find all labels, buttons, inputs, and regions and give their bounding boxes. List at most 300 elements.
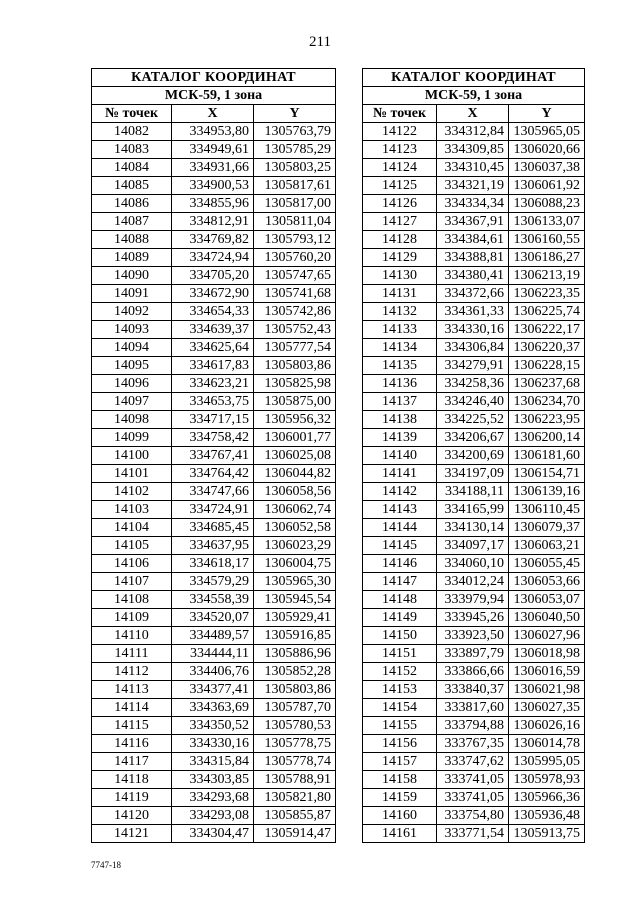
point-number-cell: 14146 [363,555,437,573]
x-coordinate-cell: 334406,76 [172,663,254,681]
table-row [92,555,336,573]
x-coordinate-cell: 333866,66 [437,663,509,681]
point-number-cell: 14139 [363,429,437,447]
table-row [363,123,585,141]
x-coordinate-cell: 333794,88 [437,717,509,735]
x-coordinate-cell: 334350,52 [172,717,254,735]
table-row [92,465,336,483]
point-number-cell: 14133 [363,321,437,339]
table-row [92,753,336,771]
table-row [363,429,585,447]
point-number-cell: 14100 [92,447,172,465]
x-coordinate-cell: 334949,61 [172,141,254,159]
point-number-cell: 14156 [363,735,437,753]
table-row [92,267,336,285]
table-row [92,717,336,735]
x-coordinate-cell: 333741,05 [437,789,509,807]
x-coordinate-cell: 334639,37 [172,321,254,339]
table-row [363,249,585,267]
table-row [92,591,336,609]
table-row [363,339,585,357]
table-row [363,141,585,159]
point-number-cell: 14088 [92,231,172,249]
table-row [92,627,336,645]
table-row [92,123,336,141]
point-number-cell: 14147 [363,573,437,591]
y-coordinate-cell: 1306222,17 [509,321,585,339]
table-row [363,159,585,177]
y-coordinate-cell: 1306058,56 [254,483,336,501]
x-coordinate-cell: 334310,45 [437,159,509,177]
table-row [92,213,336,231]
x-coordinate-cell: 334489,57 [172,627,254,645]
y-coordinate-cell: 1305777,54 [254,339,336,357]
table-row [92,681,336,699]
y-coordinate-cell: 1306186,27 [509,249,585,267]
x-coordinate-cell: 333741,05 [437,771,509,789]
column-header-y: Y [509,105,585,123]
x-coordinate-cell: 333979,94 [437,591,509,609]
point-number-cell: 14082 [92,123,172,141]
point-number-cell: 14136 [363,375,437,393]
table-row [92,447,336,465]
table-row [363,447,585,465]
table-row [363,735,585,753]
coordinate-catalog-left [91,68,336,843]
table-row [92,141,336,159]
point-number-cell: 14129 [363,249,437,267]
x-coordinate-cell: 334330,16 [437,321,509,339]
point-number-cell: 14104 [92,519,172,537]
point-number-cell: 14150 [363,627,437,645]
table-row [92,159,336,177]
y-coordinate-cell: 1306160,55 [509,231,585,249]
point-number-cell: 14135 [363,357,437,375]
column-header-point-number: № точек [363,105,437,123]
table-row [363,267,585,285]
table-row [363,519,585,537]
point-number-cell: 14092 [92,303,172,321]
y-coordinate-cell: 1306063,21 [509,537,585,555]
x-coordinate-cell: 334330,16 [172,735,254,753]
point-number-cell: 14157 [363,753,437,771]
table-row [92,321,336,339]
point-number-cell: 14124 [363,159,437,177]
point-number-cell: 14113 [92,681,172,699]
table-row [92,483,336,501]
y-coordinate-cell: 1305852,28 [254,663,336,681]
x-coordinate-cell: 334767,41 [172,447,254,465]
column-header-x: X [437,105,509,123]
point-number-cell: 14111 [92,645,172,663]
y-coordinate-cell: 1305916,85 [254,627,336,645]
table-row [92,393,336,411]
x-coordinate-cell: 334625,64 [172,339,254,357]
column-header-point-number: № точек [92,105,172,123]
table-row [363,807,585,825]
coordinate-catalog-right [362,68,585,843]
x-coordinate-cell: 334685,45 [172,519,254,537]
y-coordinate-cell: 1306110,45 [509,501,585,519]
y-coordinate-cell: 1305811,04 [254,213,336,231]
y-coordinate-cell: 1306220,37 [509,339,585,357]
point-number-cell: 14152 [363,663,437,681]
table-row [363,465,585,483]
table-row [92,375,336,393]
catalog-subtitle: МСК-59, 1 зона [363,87,585,105]
table-row [363,303,585,321]
point-number-cell: 14106 [92,555,172,573]
table-row [363,357,585,375]
point-number-cell: 14112 [92,663,172,681]
table-row [92,771,336,789]
y-coordinate-cell: 1305914,47 [254,825,336,843]
point-number-cell: 14093 [92,321,172,339]
table-row [92,573,336,591]
y-coordinate-cell: 1305778,75 [254,735,336,753]
y-coordinate-cell: 1306025,08 [254,447,336,465]
x-coordinate-cell: 334855,96 [172,195,254,213]
x-coordinate-cell: 334309,85 [437,141,509,159]
point-number-cell: 14125 [363,177,437,195]
y-coordinate-cell: 1306133,07 [509,213,585,231]
y-coordinate-cell: 1306004,75 [254,555,336,573]
y-coordinate-cell: 1306026,16 [509,717,585,735]
point-number-cell: 14143 [363,501,437,519]
point-number-cell: 14107 [92,573,172,591]
table-row [92,177,336,195]
y-coordinate-cell: 1305752,43 [254,321,336,339]
table-row [363,321,585,339]
point-number-cell: 14090 [92,267,172,285]
point-number-cell: 14105 [92,537,172,555]
table-row [363,609,585,627]
x-coordinate-cell: 333771,54 [437,825,509,843]
point-number-cell: 14138 [363,411,437,429]
y-coordinate-cell: 1306027,35 [509,699,585,717]
x-coordinate-cell: 334363,69 [172,699,254,717]
y-coordinate-cell: 1306200,14 [509,429,585,447]
x-coordinate-cell: 334312,84 [437,123,509,141]
table-row [92,357,336,375]
x-coordinate-cell: 334931,66 [172,159,254,177]
x-coordinate-cell: 334900,53 [172,177,254,195]
y-coordinate-cell: 1306023,29 [254,537,336,555]
y-coordinate-cell: 1305803,25 [254,159,336,177]
x-coordinate-cell: 333747,62 [437,753,509,771]
x-coordinate-cell: 334097,17 [437,537,509,555]
x-coordinate-cell: 334384,61 [437,231,509,249]
x-coordinate-cell: 334197,09 [437,465,509,483]
x-coordinate-cell: 334188,11 [437,483,509,501]
point-number-cell: 14155 [363,717,437,735]
y-coordinate-cell: 1305821,80 [254,789,336,807]
x-coordinate-cell: 334206,67 [437,429,509,447]
point-number-cell: 14151 [363,645,437,663]
point-number-cell: 14148 [363,591,437,609]
point-number-cell: 14084 [92,159,172,177]
y-coordinate-cell: 1305785,29 [254,141,336,159]
x-coordinate-cell: 334293,08 [172,807,254,825]
table-row [92,699,336,717]
y-coordinate-cell: 1306223,35 [509,285,585,303]
y-coordinate-cell: 1305913,75 [509,825,585,843]
y-coordinate-cell: 1305966,36 [509,789,585,807]
x-coordinate-cell: 334367,91 [437,213,509,231]
y-coordinate-cell: 1306055,45 [509,555,585,573]
x-coordinate-cell: 334617,83 [172,357,254,375]
point-number-cell: 14145 [363,537,437,555]
table-row [92,339,336,357]
y-coordinate-cell: 1306014,78 [509,735,585,753]
table-row [363,231,585,249]
table-row [363,627,585,645]
y-coordinate-cell: 1306062,74 [254,501,336,519]
y-coordinate-cell: 1306228,15 [509,357,585,375]
point-number-cell: 14114 [92,699,172,717]
y-coordinate-cell: 1306234,70 [509,393,585,411]
y-coordinate-cell: 1305825,98 [254,375,336,393]
x-coordinate-cell: 334705,20 [172,267,254,285]
point-number-cell: 14110 [92,627,172,645]
y-coordinate-cell: 1305780,53 [254,717,336,735]
x-coordinate-cell: 334672,90 [172,285,254,303]
table-row [92,231,336,249]
point-number-cell: 14094 [92,339,172,357]
table-row [363,825,585,843]
x-coordinate-cell: 333923,50 [437,627,509,645]
y-coordinate-cell: 1306021,98 [509,681,585,699]
table-row [92,663,336,681]
point-number-cell: 14132 [363,303,437,321]
point-number-cell: 14085 [92,177,172,195]
x-coordinate-cell: 334334,34 [437,195,509,213]
point-number-cell: 14161 [363,825,437,843]
table-row [363,393,585,411]
table-row [92,249,336,267]
point-number-cell: 14141 [363,465,437,483]
y-coordinate-cell: 1306088,23 [509,195,585,213]
y-coordinate-cell: 1305747,65 [254,267,336,285]
table-row [363,591,585,609]
y-coordinate-cell: 1305929,41 [254,609,336,627]
x-coordinate-cell: 334315,84 [172,753,254,771]
x-coordinate-cell: 334637,95 [172,537,254,555]
point-number-cell: 14116 [92,735,172,753]
point-number-cell: 14096 [92,375,172,393]
x-coordinate-cell: 334623,21 [172,375,254,393]
x-coordinate-cell: 334444,11 [172,645,254,663]
table-row [92,411,336,429]
x-coordinate-cell: 334520,07 [172,609,254,627]
y-coordinate-cell: 1305965,05 [509,123,585,141]
y-coordinate-cell: 1305763,79 [254,123,336,141]
table-row [363,177,585,195]
table-row [363,699,585,717]
point-number-cell: 14158 [363,771,437,789]
table-row [92,537,336,555]
x-coordinate-cell: 334012,24 [437,573,509,591]
table-row [363,285,585,303]
point-number-cell: 14118 [92,771,172,789]
y-coordinate-cell: 1306053,07 [509,591,585,609]
y-coordinate-cell: 1305787,70 [254,699,336,717]
point-number-cell: 14153 [363,681,437,699]
point-number-cell: 14117 [92,753,172,771]
x-coordinate-cell: 334380,41 [437,267,509,285]
table-row [363,195,585,213]
catalog-title: КАТАЛОГ КООРДИНАТ [92,69,336,87]
point-number-cell: 14160 [363,807,437,825]
table-row [92,195,336,213]
point-number-cell: 14101 [92,465,172,483]
y-coordinate-cell: 1306027,96 [509,627,585,645]
table-row [363,501,585,519]
x-coordinate-cell: 334377,41 [172,681,254,699]
table-row [92,789,336,807]
y-coordinate-cell: 1306044,82 [254,465,336,483]
y-coordinate-cell: 1305817,61 [254,177,336,195]
table-row [363,663,585,681]
table-row [92,609,336,627]
point-number-cell: 14159 [363,789,437,807]
y-coordinate-cell: 1305803,86 [254,681,336,699]
footer-code: 7747-18 [91,860,121,870]
x-coordinate-cell: 333817,60 [437,699,509,717]
y-coordinate-cell: 1305855,87 [254,807,336,825]
table-row [92,501,336,519]
table-row [92,807,336,825]
y-coordinate-cell: 1306037,38 [509,159,585,177]
table-row [92,303,336,321]
table-row [92,735,336,753]
x-coordinate-cell: 334618,17 [172,555,254,573]
x-coordinate-cell: 334724,94 [172,249,254,267]
y-coordinate-cell: 1305936,48 [509,807,585,825]
x-coordinate-cell: 333754,80 [437,807,509,825]
x-coordinate-cell: 334388,81 [437,249,509,267]
x-coordinate-cell: 334321,19 [437,177,509,195]
x-coordinate-cell: 334758,42 [172,429,254,447]
y-coordinate-cell: 1306225,74 [509,303,585,321]
point-number-cell: 14103 [92,501,172,519]
point-number-cell: 14137 [363,393,437,411]
y-coordinate-cell: 1305742,86 [254,303,336,321]
y-coordinate-cell: 1305817,00 [254,195,336,213]
y-coordinate-cell: 1306223,95 [509,411,585,429]
x-coordinate-cell: 333945,26 [437,609,509,627]
table-row [363,573,585,591]
point-number-cell: 14083 [92,141,172,159]
point-number-cell: 14126 [363,195,437,213]
x-coordinate-cell: 334060,10 [437,555,509,573]
y-coordinate-cell: 1305956,32 [254,411,336,429]
x-coordinate-cell: 333767,35 [437,735,509,753]
point-number-cell: 14109 [92,609,172,627]
page-number: 211 [309,34,331,50]
table-row [363,483,585,501]
y-coordinate-cell: 1306213,19 [509,267,585,285]
column-header-y: Y [254,105,336,123]
table-row [92,519,336,537]
x-coordinate-cell: 334717,15 [172,411,254,429]
y-coordinate-cell: 1306181,60 [509,447,585,465]
point-number-cell: 14128 [363,231,437,249]
y-coordinate-cell: 1306016,59 [509,663,585,681]
table-row [363,681,585,699]
x-coordinate-cell: 334724,91 [172,501,254,519]
y-coordinate-cell: 1305978,93 [509,771,585,789]
point-number-cell: 14134 [363,339,437,357]
x-coordinate-cell: 334279,91 [437,357,509,375]
x-coordinate-cell: 334558,39 [172,591,254,609]
point-number-cell: 14098 [92,411,172,429]
y-coordinate-cell: 1306139,16 [509,483,585,501]
y-coordinate-cell: 1305778,74 [254,753,336,771]
y-coordinate-cell: 1305803,86 [254,357,336,375]
table-row [363,645,585,663]
y-coordinate-cell: 1305788,91 [254,771,336,789]
x-coordinate-cell: 334372,66 [437,285,509,303]
x-coordinate-cell: 334306,84 [437,339,509,357]
y-coordinate-cell: 1306018,98 [509,645,585,663]
y-coordinate-cell: 1306079,37 [509,519,585,537]
column-header-x: X [172,105,254,123]
point-number-cell: 14099 [92,429,172,447]
point-number-cell: 14089 [92,249,172,267]
table-row [363,771,585,789]
table-row [92,825,336,843]
y-coordinate-cell: 1306237,68 [509,375,585,393]
point-number-cell: 14131 [363,285,437,303]
catalog-title: КАТАЛОГ КООРДИНАТ [363,69,585,87]
y-coordinate-cell: 1305945,54 [254,591,336,609]
table-row [363,753,585,771]
x-coordinate-cell: 334769,82 [172,231,254,249]
point-number-cell: 14123 [363,141,437,159]
table-row [363,375,585,393]
table-row [363,717,585,735]
point-number-cell: 14127 [363,213,437,231]
x-coordinate-cell: 334953,80 [172,123,254,141]
x-coordinate-cell: 334258,36 [437,375,509,393]
x-coordinate-cell: 334812,91 [172,213,254,231]
point-number-cell: 14095 [92,357,172,375]
point-number-cell: 14149 [363,609,437,627]
y-coordinate-cell: 1306001,77 [254,429,336,447]
x-coordinate-cell: 334764,42 [172,465,254,483]
point-number-cell: 14097 [92,393,172,411]
x-coordinate-cell: 334130,14 [437,519,509,537]
point-number-cell: 14154 [363,699,437,717]
point-number-cell: 14144 [363,519,437,537]
table-row [363,555,585,573]
y-coordinate-cell: 1305995,05 [509,753,585,771]
y-coordinate-cell: 1305875,00 [254,393,336,411]
point-number-cell: 14122 [363,123,437,141]
y-coordinate-cell: 1305741,68 [254,285,336,303]
point-number-cell: 14086 [92,195,172,213]
y-coordinate-cell: 1305793,12 [254,231,336,249]
y-coordinate-cell: 1306053,66 [509,573,585,591]
y-coordinate-cell: 1305965,30 [254,573,336,591]
x-coordinate-cell: 334165,99 [437,501,509,519]
x-coordinate-cell: 334579,29 [172,573,254,591]
point-number-cell: 14121 [92,825,172,843]
x-coordinate-cell: 334200,69 [437,447,509,465]
table-row [363,789,585,807]
y-coordinate-cell: 1306052,58 [254,519,336,537]
